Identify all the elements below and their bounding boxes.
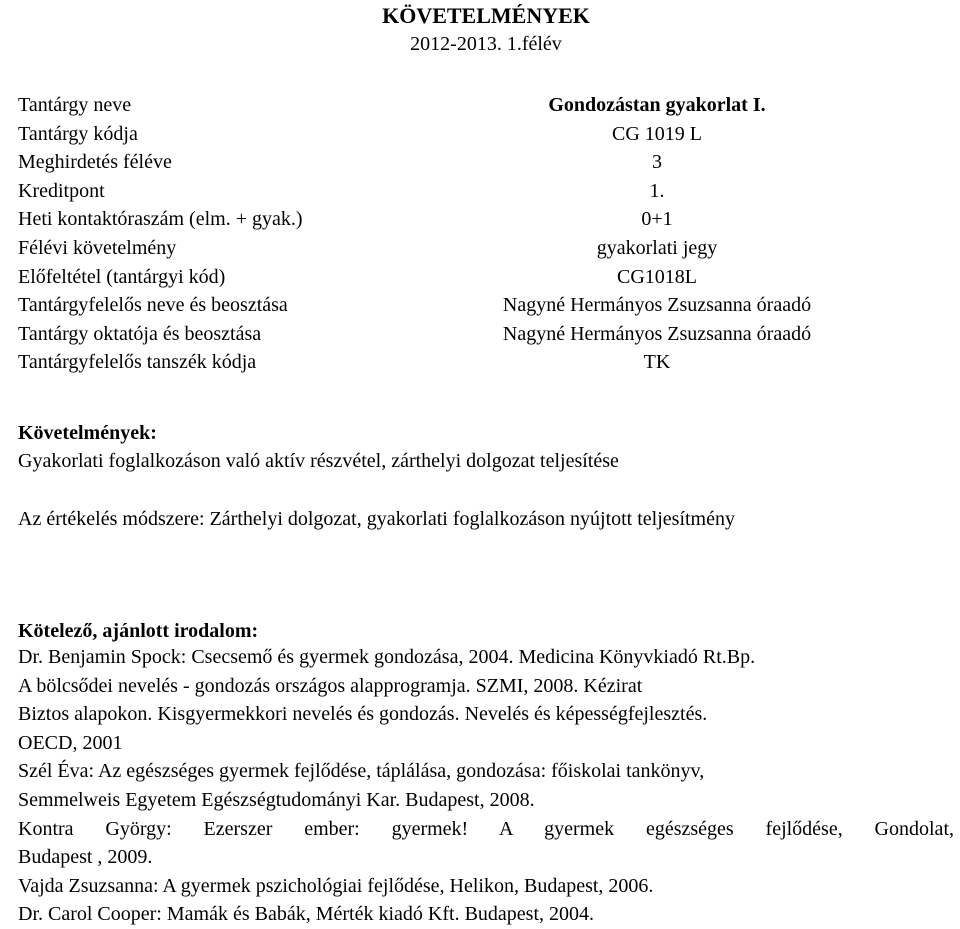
list-item: Dr. Benjamin Spock: Csecsemő és gyermek gondozása, 2004. Medicina Könyvkiadó Rt.Bp. [18,646,756,668]
row-value: TK [643,351,671,374]
row-label: Félévi követelmény [18,236,177,259]
row-value: Nagyné Hermányos Zsuzsanna óraadó [502,322,812,345]
row-value: CG 1019 L [612,122,702,145]
row-value: 3 [652,151,662,174]
row-label: Meghirdetés féléve [18,151,172,174]
row-value: Gondozástan gyakorlat I. [548,94,766,116]
literature-list [18,643,954,929]
requirements-text: Gyakorlati foglalkozáson való aktív részvétel, zárthelyi dolgozat teljesítése [18,450,619,472]
requirements-heading: Követelmények: [18,422,157,444]
evaluation-method-text: Az értékelés módszere: Zárthelyi dolgozat, gyakorlati foglalkozáson nyújtott teljesítmény [18,508,735,530]
list-item: Semmelweis Egyetem Egészségtudományi Kar. Budapest, 2008. [18,788,535,811]
row-value: 1. [649,179,665,202]
row-value: gyakorlati jegy [596,236,718,259]
semester-subtitle: 2012-2013. 1.félév [410,33,562,55]
literature-heading: Kötelező, ajánlott irodalom: [18,620,259,642]
list-item: A bölcsődei nevelés - gondozás országos alapprogramja. SZMI, 2008. Kézirat [18,674,643,697]
table-row [18,91,956,120]
list-item: Dr. Carol Cooper: Mamák és Babák, Mérték kiadó Kft. Budapest, 2004. [18,903,594,926]
table-row [18,263,956,292]
row-label: Előfeltétel (tantárgyi kód) [18,265,226,288]
row-value: CG1018L [617,265,697,288]
list-item: Budapest , 2009. [18,846,153,869]
row-label: Kreditpont [18,179,105,202]
table-row [18,120,956,149]
row-label: Tantárgy kódja [18,122,138,145]
row-label: Tantárgy neve [18,94,132,116]
list-item: Vajda Zsuzsanna: A gyermek pszichológiai fejlődése, Helikon, Budapest, 2006. [18,874,654,897]
table-row [18,348,956,377]
row-value: 0+1 [641,208,673,231]
table-row [18,205,956,234]
row-label: Tantárgyfelelős tanszék kódja [18,351,257,374]
table-row [18,291,956,320]
table-row [18,148,956,177]
table-row [18,234,956,263]
list-item: Kontra György: Ezerszer ember: gyermek! A gyermek egészséges fejlődése, Gondolat, [18,817,954,840]
row-label: Heti kontaktóraszám (elm. + gyak.) [18,208,303,231]
list-item: Szél Éva: Az egészséges gyermek fejlődése, táplálása, gondozása: főiskolai tankönyv, [18,760,705,783]
table-row [18,177,956,206]
list-item: Biztos alapokon. Kisgyermekkori nevelés és gondozás. Nevelés és képességfejlesztés. [18,703,708,726]
course-info-table [18,91,956,377]
row-value: Nagyné Hermányos Zsuzsanna óraadó [502,294,812,317]
row-label: Tantárgyfelelős neve és beosztása [18,294,288,317]
list-item: OECD, 2001 [18,731,123,754]
page-title: KÖVETELMÉNYEK [382,3,590,28]
row-label: Tantárgy oktatója és beosztása [18,322,262,345]
table-row [18,320,956,349]
